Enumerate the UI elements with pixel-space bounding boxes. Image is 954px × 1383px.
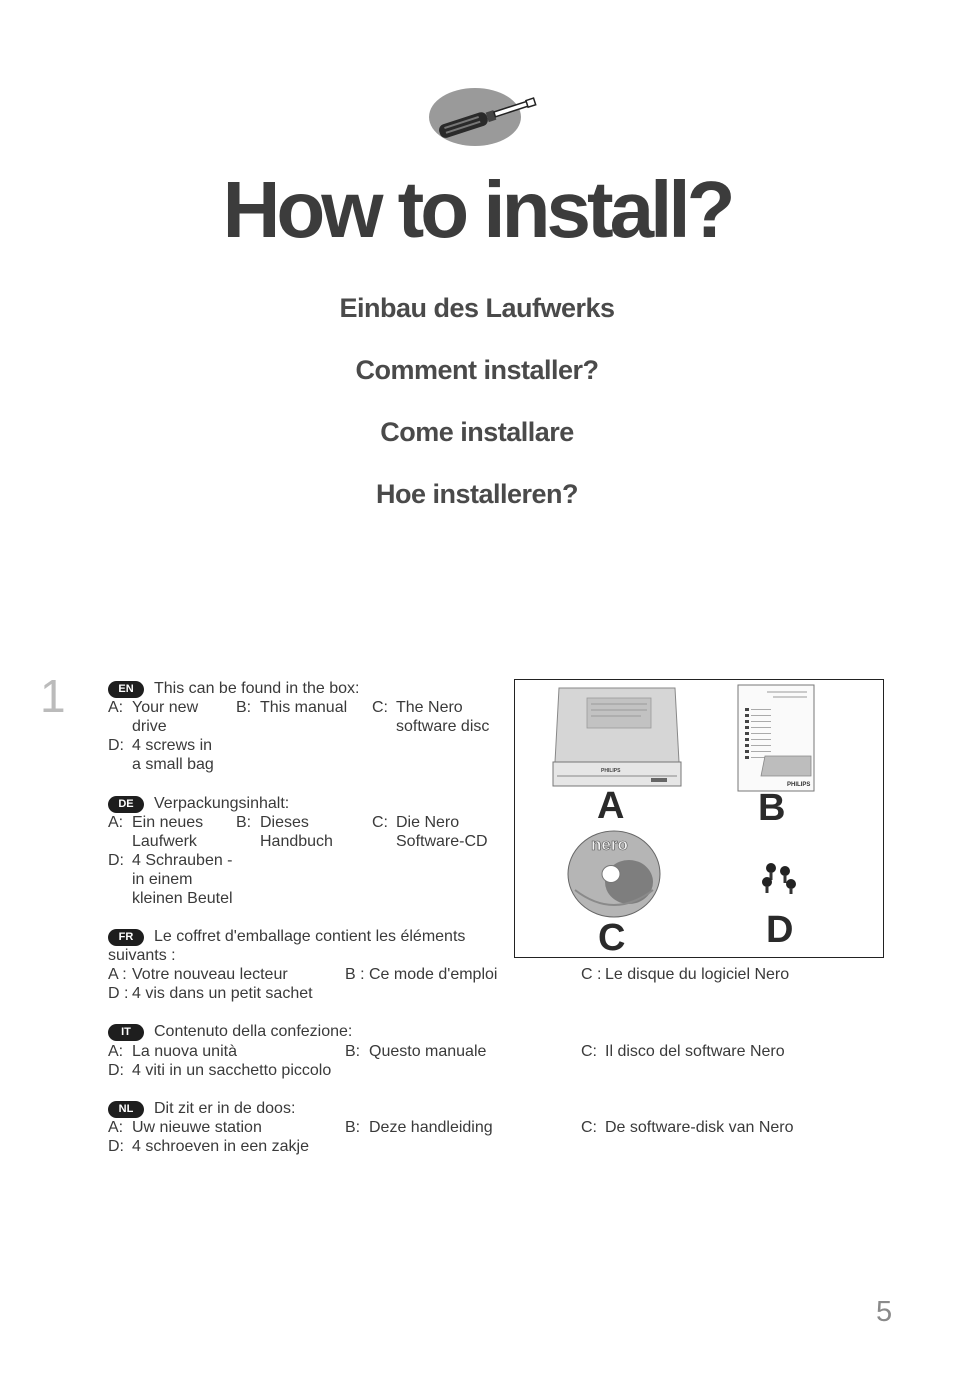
drive-brand-label: PHILIPS xyxy=(601,768,621,774)
subtitle-german: Einbau des Laufwerks xyxy=(339,293,615,323)
en-item-d-line1: 4 screws in xyxy=(132,737,213,754)
language-badge-it: IT xyxy=(108,1024,144,1041)
de-item-c-line2: Software-CD xyxy=(396,833,488,850)
figure-label-c: C xyxy=(598,917,626,959)
en-heading-text: This can be found in the box: xyxy=(154,680,360,697)
de-item-c-line1: Die Nero xyxy=(396,814,460,831)
language-badge-fr: FR xyxy=(108,929,144,946)
nl-item-d: 4 schroeven in een zakje xyxy=(132,1138,309,1155)
nl-label-d: D: xyxy=(108,1138,124,1155)
fr-label-d: D : xyxy=(108,985,129,1002)
subtitle-italian: Come installare xyxy=(380,417,574,447)
en-label-b: B: xyxy=(236,699,252,716)
it-item-a: La nuova unità xyxy=(132,1043,237,1060)
manual-brand-label: PHILIPS xyxy=(787,782,811,788)
de-label-d: D: xyxy=(108,852,124,869)
de-heading-text: Verpackungsinhalt: xyxy=(154,795,290,812)
en-item-d-line2: a small bag xyxy=(132,756,214,773)
en-label-c: C: xyxy=(372,699,388,716)
en-item-c-line1: The Nero xyxy=(396,699,463,716)
en-label-d: D: xyxy=(108,737,124,754)
figure-label-d: D xyxy=(766,909,794,951)
language-badge-en: EN xyxy=(108,681,144,698)
de-item-b-line2: Handbuch xyxy=(260,833,333,850)
box-contents-figure xyxy=(514,679,884,958)
it-label-b: B: xyxy=(345,1043,361,1060)
it-item-c: Il disco del software Nero xyxy=(605,1043,785,1060)
de-item-d-line3: kleinen Beutel xyxy=(132,890,233,907)
nl-label-b: B: xyxy=(345,1119,361,1136)
nl-heading-text: Dit zit er in de doos: xyxy=(154,1100,296,1117)
disc-brand-label: nero xyxy=(591,835,628,854)
fr-heading xyxy=(108,927,465,946)
de-heading xyxy=(108,794,289,813)
de-label-c: C: xyxy=(372,814,388,831)
it-label-d: D: xyxy=(108,1062,124,1079)
page-title: How to install? xyxy=(222,165,732,254)
it-heading xyxy=(108,1022,352,1041)
en-item-b-line1: This manual xyxy=(260,699,348,716)
nl-item-a: Uw nieuwe station xyxy=(132,1119,262,1136)
fr-heading-text-line2: suivants : xyxy=(108,947,176,964)
it-label-c: C: xyxy=(581,1043,597,1060)
it-label-a: A: xyxy=(108,1043,124,1060)
fr-item-a: Votre nouveau lecteur xyxy=(132,966,288,983)
figure-label-a: A xyxy=(597,785,625,827)
de-item-b-line1: Dieses xyxy=(260,814,309,831)
page-number: 5 xyxy=(876,1296,893,1328)
en-item-c-line2: software disc xyxy=(396,718,490,735)
step-number: 1 xyxy=(40,670,66,722)
nl-item-b: Deze handleiding xyxy=(369,1119,493,1136)
figure-label-b: B xyxy=(758,787,786,829)
de-item-a-line2: Laufwerk xyxy=(132,833,197,850)
it-heading-text: Contenuto della confezione: xyxy=(154,1023,353,1040)
screws-illustration xyxy=(759,860,799,894)
it-item-d: 4 viti in un sacchetto piccolo xyxy=(132,1062,332,1079)
nl-heading xyxy=(108,1099,295,1118)
de-label-b: B: xyxy=(236,814,252,831)
fr-heading-text-line1: Le coffret d'emballage contient les éléments xyxy=(154,928,466,945)
nl-label-c: C: xyxy=(581,1119,597,1136)
subtitle-dutch: Hoe installeren? xyxy=(375,479,579,509)
en-label-a: A: xyxy=(108,699,124,716)
fr-label-c: C : xyxy=(581,966,602,983)
screwdriver-icon xyxy=(425,84,545,150)
en-item-a-line1: Your new xyxy=(132,699,199,716)
nl-label-a: A: xyxy=(108,1119,124,1136)
fr-item-d: 4 vis dans un petit sachet xyxy=(132,985,313,1002)
subtitle-french: Comment installer? xyxy=(355,355,599,385)
de-item-a-line1: Ein neues xyxy=(132,814,204,831)
cd-disc-illustration xyxy=(565,828,663,920)
manual-illustration xyxy=(737,684,815,792)
de-item-d-line1: 4 Schrauben - xyxy=(132,852,233,869)
en-item-a-line2: drive xyxy=(132,718,167,735)
de-label-a: A: xyxy=(108,814,124,831)
it-item-b: Questo manuale xyxy=(369,1043,487,1060)
fr-label-b: B : xyxy=(345,966,365,983)
language-badge-nl: NL xyxy=(108,1101,144,1118)
de-item-d-line2: in einem xyxy=(132,871,193,888)
fr-label-a: A : xyxy=(108,966,127,983)
language-badge-de: DE xyxy=(108,796,144,813)
fr-item-c: Le disque du logiciel Nero xyxy=(605,966,790,983)
nl-item-c: De software-disk van Nero xyxy=(605,1119,794,1136)
en-heading xyxy=(108,679,359,698)
fr-item-b: Ce mode d'emploi xyxy=(369,966,498,983)
drive-illustration xyxy=(551,686,683,790)
